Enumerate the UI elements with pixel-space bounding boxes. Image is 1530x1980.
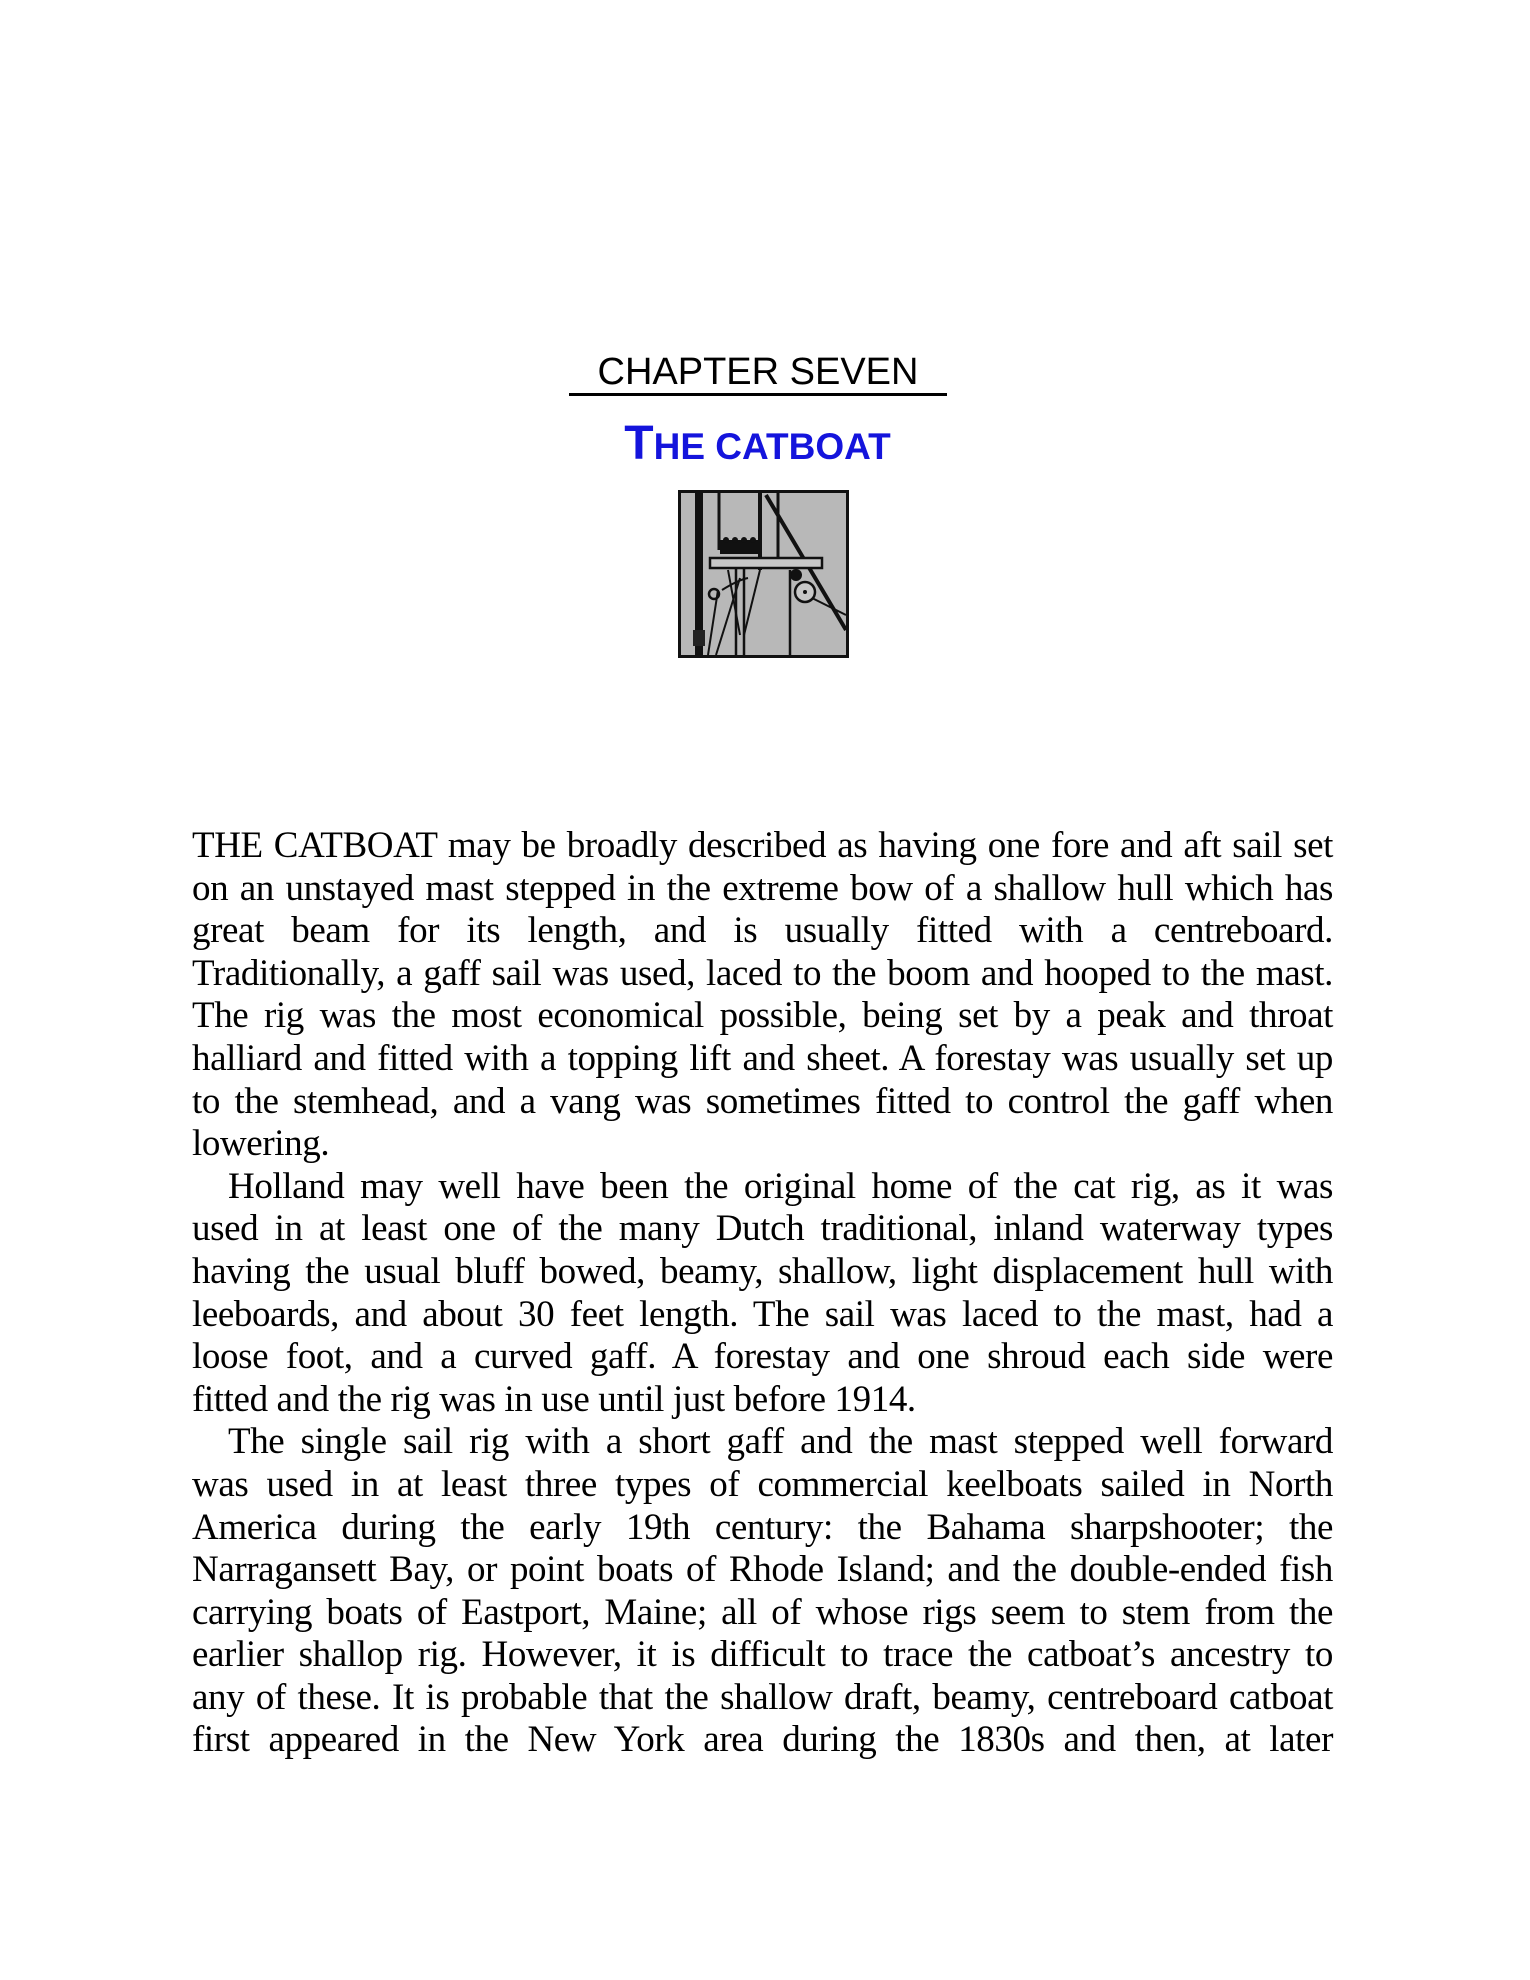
text-line: America during the early 19th century: the Bahama sharpshooter; the	[192, 1506, 1333, 1548]
chapter-underline	[569, 393, 947, 396]
text-line: fitted and the rig was in use until just before 1914.	[192, 1378, 916, 1420]
text-line: loose foot, and a curved gaff. A forestay and one shroud each side were	[192, 1336, 1333, 1378]
catboat-rigging-icon	[678, 490, 849, 658]
paragraph	[192, 1166, 1333, 1422]
text-line: The rig was the most economical possible, being set by a peak and throat	[192, 995, 1333, 1037]
text-line: was used in at least three types of commercial keelboats sailed in North	[192, 1463, 1333, 1505]
text-line: leeboards, and about 30 feet length. The sail was laced to the mast, had a	[192, 1293, 1333, 1335]
text-line: great beam for its length, and is usually fitted with a centreboard.	[192, 910, 1333, 952]
chapter-title-rest: HE CATBOAT	[653, 426, 891, 467]
text-line: earlier shallop rig. However, it is difficult to trace the catboat’s ancestry to	[192, 1634, 1333, 1676]
text-line: any of these. It is probable that the shallow draft, beamy, centreboard catboat	[192, 1676, 1333, 1718]
text-line: on an unstayed mast stepped in the extreme bow of a shallow hull which has	[192, 867, 1333, 909]
text-line: THE CATBOAT may be broadly described as having one fore and aft sail set	[192, 825, 1333, 866]
text-line: The single sail rig with a short gaff and the mast stepped well forward	[228, 1421, 1333, 1463]
chapter-label: CHAPTER SEVEN	[597, 351, 919, 393]
text-line: lowering.	[192, 1123, 330, 1165]
text-line: Holland may well have been the original home of the cat rig, as it was	[228, 1165, 1333, 1207]
chapter-title	[560, 416, 955, 483]
text-line: used in at least one of the many Dutch traditional, inland waterway types	[192, 1208, 1333, 1250]
chapter-title-initial: T	[624, 417, 654, 470]
text-line: carrying boats of Eastport, Maine; all of whose rigs seem to stem from the	[192, 1591, 1333, 1633]
text-line: to the stemhead, and a vang was sometimes fitted to control the gaff when	[192, 1080, 1333, 1122]
text-line: first appeared in the New York area during the 1830s and then, at later	[192, 1719, 1333, 1761]
text-line: having the usual bluff bowed, beamy, shallow, light displacement hull with	[192, 1250, 1333, 1292]
paragraph	[192, 825, 1333, 1166]
paragraph	[192, 1421, 1333, 1762]
text-line: Narragansett Bay, or point boats of Rhode Island; and the double-ended fish	[192, 1549, 1333, 1591]
body-text	[192, 825, 1333, 1762]
text-line: halliard and fitted with a topping lift and sheet. A forestay was usually set up	[192, 1037, 1333, 1079]
text-line: Traditionally, a gaff sail was used, laced to the boom and hooped to the mast.	[192, 952, 1333, 994]
rigging-illustration	[678, 490, 849, 658]
